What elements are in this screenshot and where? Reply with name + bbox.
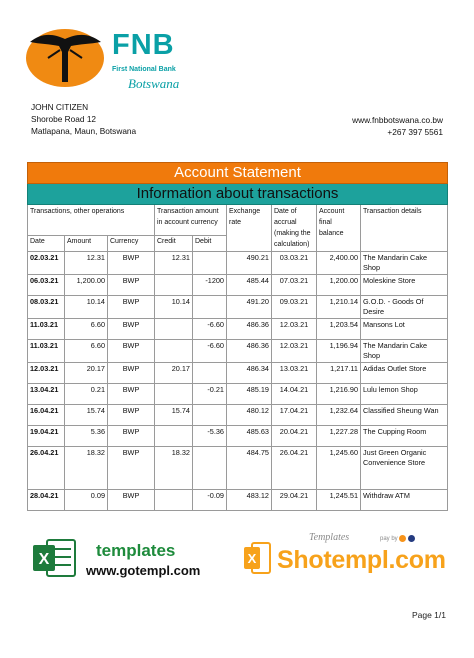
row-balance: 1,216.90	[317, 384, 361, 405]
header-final-balance: Account final balance	[317, 205, 361, 252]
row-date: 13.04.21	[28, 384, 65, 405]
row-amount: 1,200.00	[65, 275, 108, 296]
row-details: Mansons Lot	[361, 319, 448, 340]
header-debit: Debit	[193, 235, 227, 251]
row-balance: 1,217.11	[317, 363, 361, 384]
row-amount: 6.60	[65, 319, 108, 340]
footer-templates-label: templates	[96, 541, 176, 560]
row-debit	[193, 296, 227, 319]
row-amount: 0.21	[65, 384, 108, 405]
row-accrual: 13.03.21	[272, 363, 317, 384]
row-date: 26.04.21	[28, 447, 65, 490]
row-details: Adidas Outlet Store	[361, 363, 448, 384]
customer-street: Shorobe Road 12	[31, 114, 97, 124]
row-debit	[193, 252, 227, 275]
row-balance: 2,400.00	[317, 252, 361, 275]
row-credit	[155, 384, 193, 405]
row-debit	[193, 405, 227, 426]
brand-subtitle: First National Bank	[112, 66, 176, 73]
row-credit	[155, 426, 193, 447]
paypal-icon	[408, 535, 415, 542]
row-details: G.O.D. - Goods Of Desire	[361, 296, 448, 319]
shotempl-tagline: Templates	[309, 532, 350, 543]
row-details: The Mandarin Cake Shop	[361, 340, 448, 363]
row-amount: 0.09	[65, 490, 108, 511]
row-date: 28.04.21	[28, 490, 65, 511]
row-credit	[155, 275, 193, 296]
paywith-label: pay by	[380, 536, 398, 543]
brand-country: Botswana	[128, 76, 180, 91]
row-accrual: 03.03.21	[272, 252, 317, 275]
customer-city: Matlapana, Maun, Botswana	[31, 126, 137, 136]
row-rate: 484.75	[227, 447, 272, 490]
row-balance: 1,227.28	[317, 426, 361, 447]
row-rate: 490.21	[227, 252, 272, 275]
row-debit	[193, 363, 227, 384]
row-date: 19.04.21	[28, 426, 65, 447]
table-row	[28, 426, 448, 447]
table-row	[28, 447, 448, 490]
row-debit: -6.60	[193, 340, 227, 363]
row-credit: 20.17	[155, 363, 193, 384]
row-accrual: 12.03.21	[272, 340, 317, 363]
row-currency: BWP	[108, 384, 155, 405]
header-amount: Amount	[65, 235, 108, 251]
row-credit	[155, 319, 193, 340]
statement-title: Account Statement	[28, 163, 448, 184]
header-tx-amount: Transaction amount in account currency	[155, 205, 227, 236]
row-rate: 486.34	[227, 363, 272, 384]
row-accrual: 17.04.21	[272, 405, 317, 426]
shotempl-paywith	[380, 535, 415, 542]
row-accrual: 14.04.21	[272, 384, 317, 405]
acacia-tree-icon	[24, 22, 106, 88]
header-currency: Currency	[108, 235, 155, 251]
row-debit: -0.09	[193, 490, 227, 511]
header-exchange-rate: Exchange rate	[227, 205, 272, 252]
row-rate: 485.19	[227, 384, 272, 405]
row-balance: 1,210.14	[317, 296, 361, 319]
bitcoin-icon	[399, 535, 406, 542]
row-accrual: 09.03.21	[272, 296, 317, 319]
customer-name: JOHN CITIZEN	[31, 102, 89, 112]
header-date: Date	[28, 235, 65, 251]
row-rate: 486.36	[227, 340, 272, 363]
footer-url[interactable]: www.gotempl.com	[86, 563, 201, 578]
header-transactions: Transactions, other operations	[28, 205, 155, 236]
row-details: Classified Sheung Wan	[361, 405, 448, 426]
row-rate: 486.36	[227, 319, 272, 340]
row-balance: 1,245.51	[317, 490, 361, 511]
row-currency: BWP	[108, 447, 155, 490]
header-date-accrual: Date of accrual (making the calculation)	[272, 205, 317, 252]
excel-icon	[33, 537, 77, 579]
row-rate: 483.12	[227, 490, 272, 511]
table-row	[28, 340, 448, 363]
row-credit: 15.74	[155, 405, 193, 426]
row-amount: 20.17	[65, 363, 108, 384]
row-balance: 1,200.00	[317, 275, 361, 296]
row-details: Moleskine Store	[361, 275, 448, 296]
row-details: The Mandarin Cake Shop	[361, 252, 448, 275]
row-rate: 485.44	[227, 275, 272, 296]
row-currency: BWP	[108, 296, 155, 319]
statement-subtitle: Information about transactions	[28, 184, 448, 205]
row-details: Just Green Organic Convenience Store	[361, 447, 448, 490]
row-accrual: 20.04.21	[272, 426, 317, 447]
row-balance: 1,203.54	[317, 319, 361, 340]
row-rate: 485.63	[227, 426, 272, 447]
row-currency: BWP	[108, 405, 155, 426]
row-rate: 480.12	[227, 405, 272, 426]
row-currency: BWP	[108, 426, 155, 447]
row-amount: 18.32	[65, 447, 108, 490]
row-details: Lulu lemon Shop	[361, 384, 448, 405]
row-balance: 1,245.60	[317, 447, 361, 490]
row-balance: 1,196.94	[317, 340, 361, 363]
table-row	[28, 490, 448, 511]
row-date: 16.04.21	[28, 405, 65, 426]
table-row	[28, 275, 448, 296]
row-amount: 10.14	[65, 296, 108, 319]
row-rate: 491.20	[227, 296, 272, 319]
header-credit: Credit	[155, 235, 193, 251]
row-accrual: 12.03.21	[272, 319, 317, 340]
excel-icon	[244, 540, 272, 576]
row-credit: 18.32	[155, 447, 193, 490]
row-date: 02.03.21	[28, 252, 65, 275]
row-currency: BWP	[108, 363, 155, 384]
row-amount: 12.31	[65, 252, 108, 275]
row-details: Withdraw ATM	[361, 490, 448, 511]
table-row	[28, 405, 448, 426]
bank-contact	[352, 114, 443, 138]
row-currency: BWP	[108, 490, 155, 511]
row-date: 12.03.21	[28, 363, 65, 384]
row-debit: -6.60	[193, 319, 227, 340]
svg-text:X: X	[38, 551, 50, 568]
row-currency: BWP	[108, 319, 155, 340]
bank-website: www.fnbbotswana.co.bw	[352, 115, 443, 125]
row-date: 08.03.21	[28, 296, 65, 319]
row-amount: 15.74	[65, 405, 108, 426]
row-debit: -5.36	[193, 426, 227, 447]
table-row	[28, 363, 448, 384]
row-credit	[155, 490, 193, 511]
row-balance: 1,232.64	[317, 405, 361, 426]
page-number: Page 1/1	[411, 610, 446, 620]
table-row	[28, 319, 448, 340]
row-amount: 5.36	[65, 426, 108, 447]
brand-name: FNB	[112, 29, 175, 61]
row-accrual: 29.04.21	[272, 490, 317, 511]
row-accrual: 26.04.21	[272, 447, 317, 490]
statement-table	[27, 162, 448, 511]
row-currency: BWP	[108, 252, 155, 275]
table-row	[28, 296, 448, 319]
row-details: The Cupping Room	[361, 426, 448, 447]
bank-phone: +267 397 5561	[387, 127, 443, 137]
row-currency: BWP	[108, 340, 155, 363]
row-debit: -1200	[193, 275, 227, 296]
table-row	[28, 384, 448, 405]
row-date: 11.03.21	[28, 319, 65, 340]
row-credit	[155, 340, 193, 363]
shotempl-brand[interactable]: Shotempl.com	[277, 546, 446, 574]
table-row	[28, 252, 448, 275]
row-date: 11.03.21	[28, 340, 65, 363]
row-accrual: 07.03.21	[272, 275, 317, 296]
svg-text:X: X	[247, 551, 257, 566]
row-credit: 12.31	[155, 252, 193, 275]
row-amount: 6.60	[65, 340, 108, 363]
row-date: 06.03.21	[28, 275, 65, 296]
header-details: Transaction details	[361, 205, 448, 252]
row-currency: BWP	[108, 275, 155, 296]
row-debit	[193, 447, 227, 490]
customer-address	[31, 101, 136, 137]
row-credit: 10.14	[155, 296, 193, 319]
row-debit: -0.21	[193, 384, 227, 405]
